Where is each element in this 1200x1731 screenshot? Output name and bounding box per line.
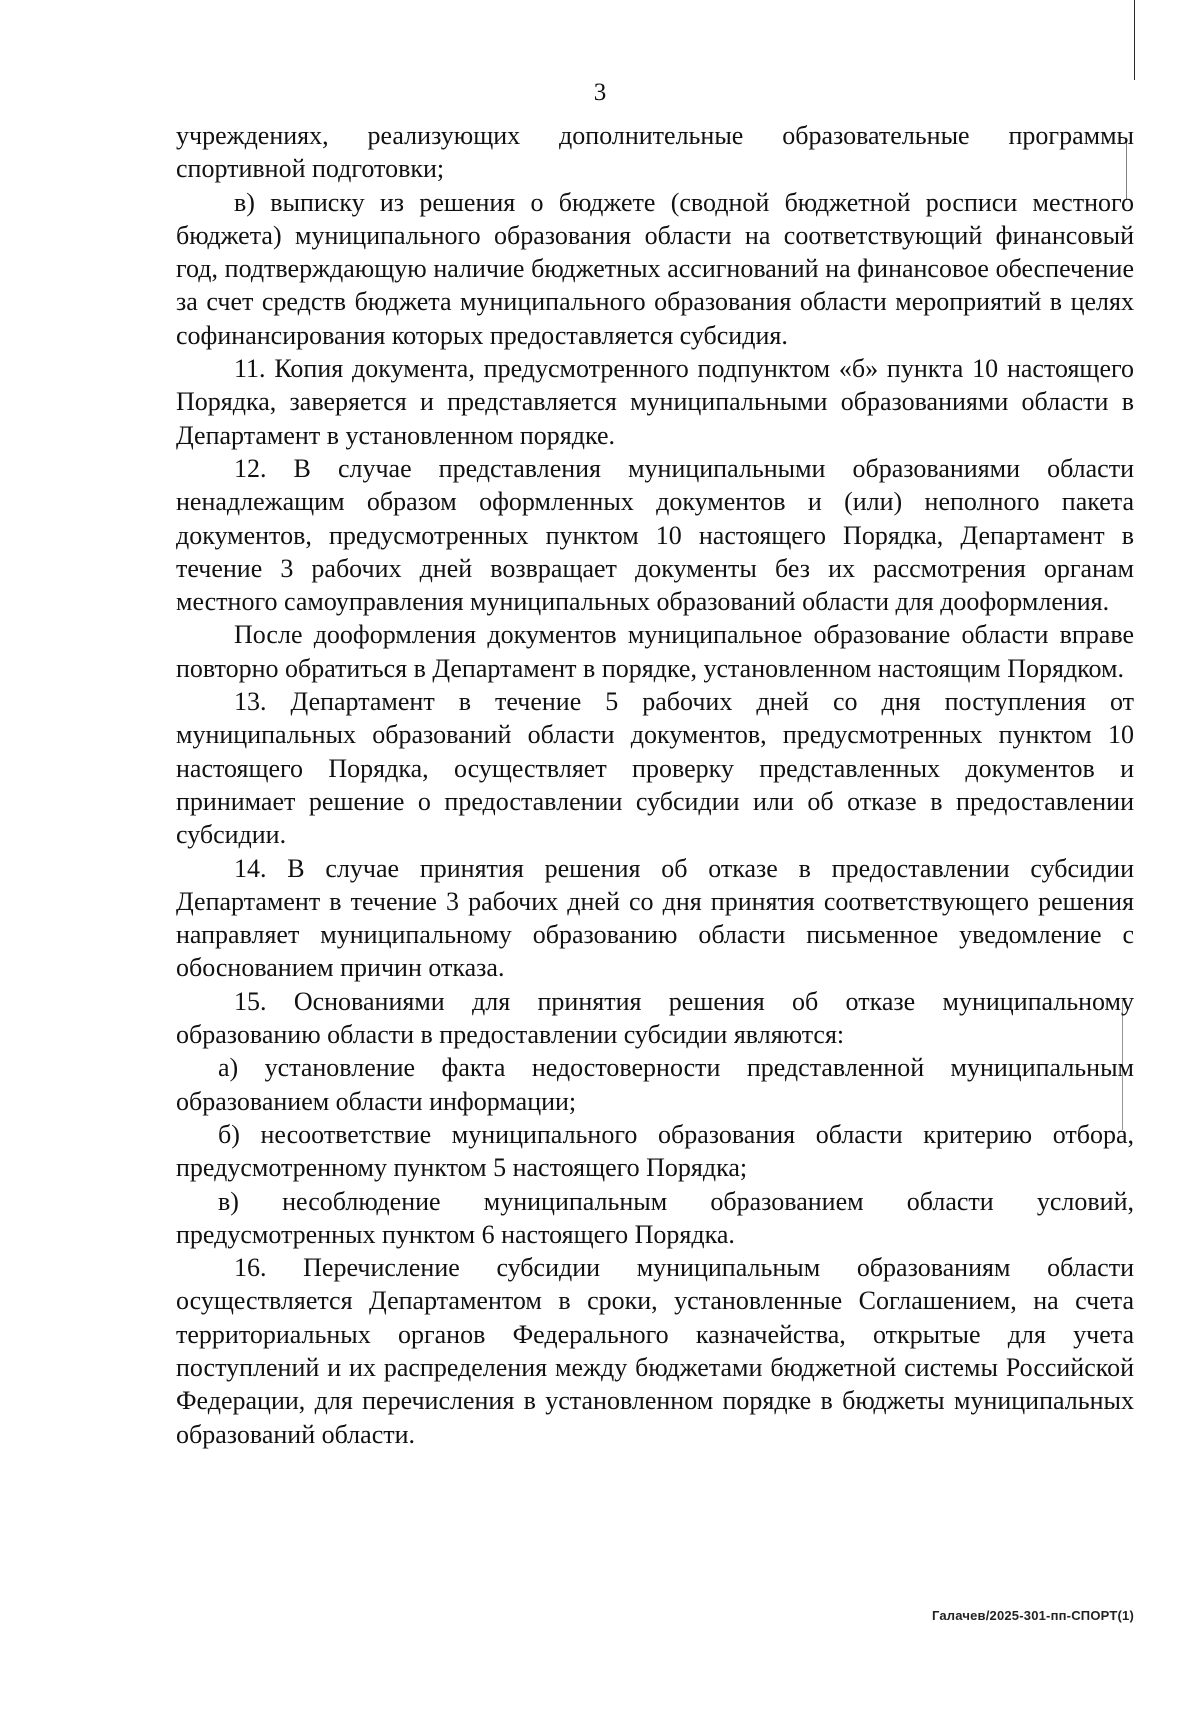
paragraph-continuation: учреждениях, реализующих дополнительные образовательные программы спортивной подготовки; — [176, 121, 1134, 184]
document-body — [176, 119, 1134, 1451]
paragraph-16: 16. Перечисление субсидии муниципальным образованиям области осуществляется Департаментом в сроки, установленные Соглашением, на счета территориальных органов Федерального казначейства, открытые для учета поступлений и их распределения между бюджетами бюджетной системы Российской Федерации, для перечисления в установленном порядке в бюджеты муниципальных образований области. — [176, 1253, 1134, 1449]
paragraph-item-v: в) выписку из решения о бюджете (сводной бюджетной росписи местного бюджета) муниципального образования области на соответствующий финансовый год, подтверждающую наличие бюджетных ассигнований на финансовое обеспечение за счет средств бюджета муниципального образования области мероприятий в целях софинансирования которых предоставляется субсидия. — [176, 187, 1134, 350]
paragraph-after-reformalization: После дооформления документов муниципальное образование области вправе повторно обратиться в Департамент в порядке, установленном настоящим Порядком. — [176, 620, 1134, 683]
page-number: 3 — [593, 79, 607, 106]
scan-edge-line — [1134, 0, 1135, 80]
paragraph-15-b: б) несоответствие муниципального образования области критерию отбора, предусмотренному пунктом 5 настоящего Порядка; — [176, 1119, 1134, 1183]
paragraph-13: 13. Департамент в течение 5 рабочих дней со дня поступления от муниципальных образований области документов, предусмотренных пунктом 10 настоящего Порядка, осуществляет проверку представленных документов и принимает решение о предоставлении субсидии или об отказе в предоставлении субсидии. — [176, 687, 1134, 850]
paragraph-15: 15. Основаниями для принятия решения об отказе муниципальному образованию области в предоставлении субсидии являются: — [176, 986, 1134, 1050]
paragraph-11: 11. Копия документа, предусмотренного подпунктом «б» пункта 10 настоящего Порядка, заверяется и представляется муниципальными образованиями области в Департамент в установленном порядке. — [176, 354, 1134, 450]
paragraph-15-v: в) несоблюдение муниципальным образованием области условий, предусмотренных пунктом 6 настоящего Порядка. — [176, 1186, 1134, 1249]
paragraph-12: 12. В случае представления муниципальными образованиями области ненадлежащим образом оформленных документов и (или) неполного пакета документов, предусмотренных пунктом 10 настоящего Порядка, Департамент в течение 3 рабочих дней возвращает документы без их рассмотрения органам местного самоуправления муниципальных образований области для дооформления. — [176, 453, 1134, 617]
document-registration-code: Галачев/2025-301-пп-СПОРТ(1) — [931, 1608, 1134, 1623]
paragraph-14: 14. В случае принятия решения об отказе в предоставлении субсидии Департамент в течение 3 рабочих дней со дня принятия соответствующего решения направляет муниципальному образованию области письменное уведомление с обоснованием причин отказа. — [176, 853, 1134, 983]
paragraph-15-a: а) установление факта недостоверности представленной муниципальным образованием области информации; — [176, 1053, 1134, 1116]
